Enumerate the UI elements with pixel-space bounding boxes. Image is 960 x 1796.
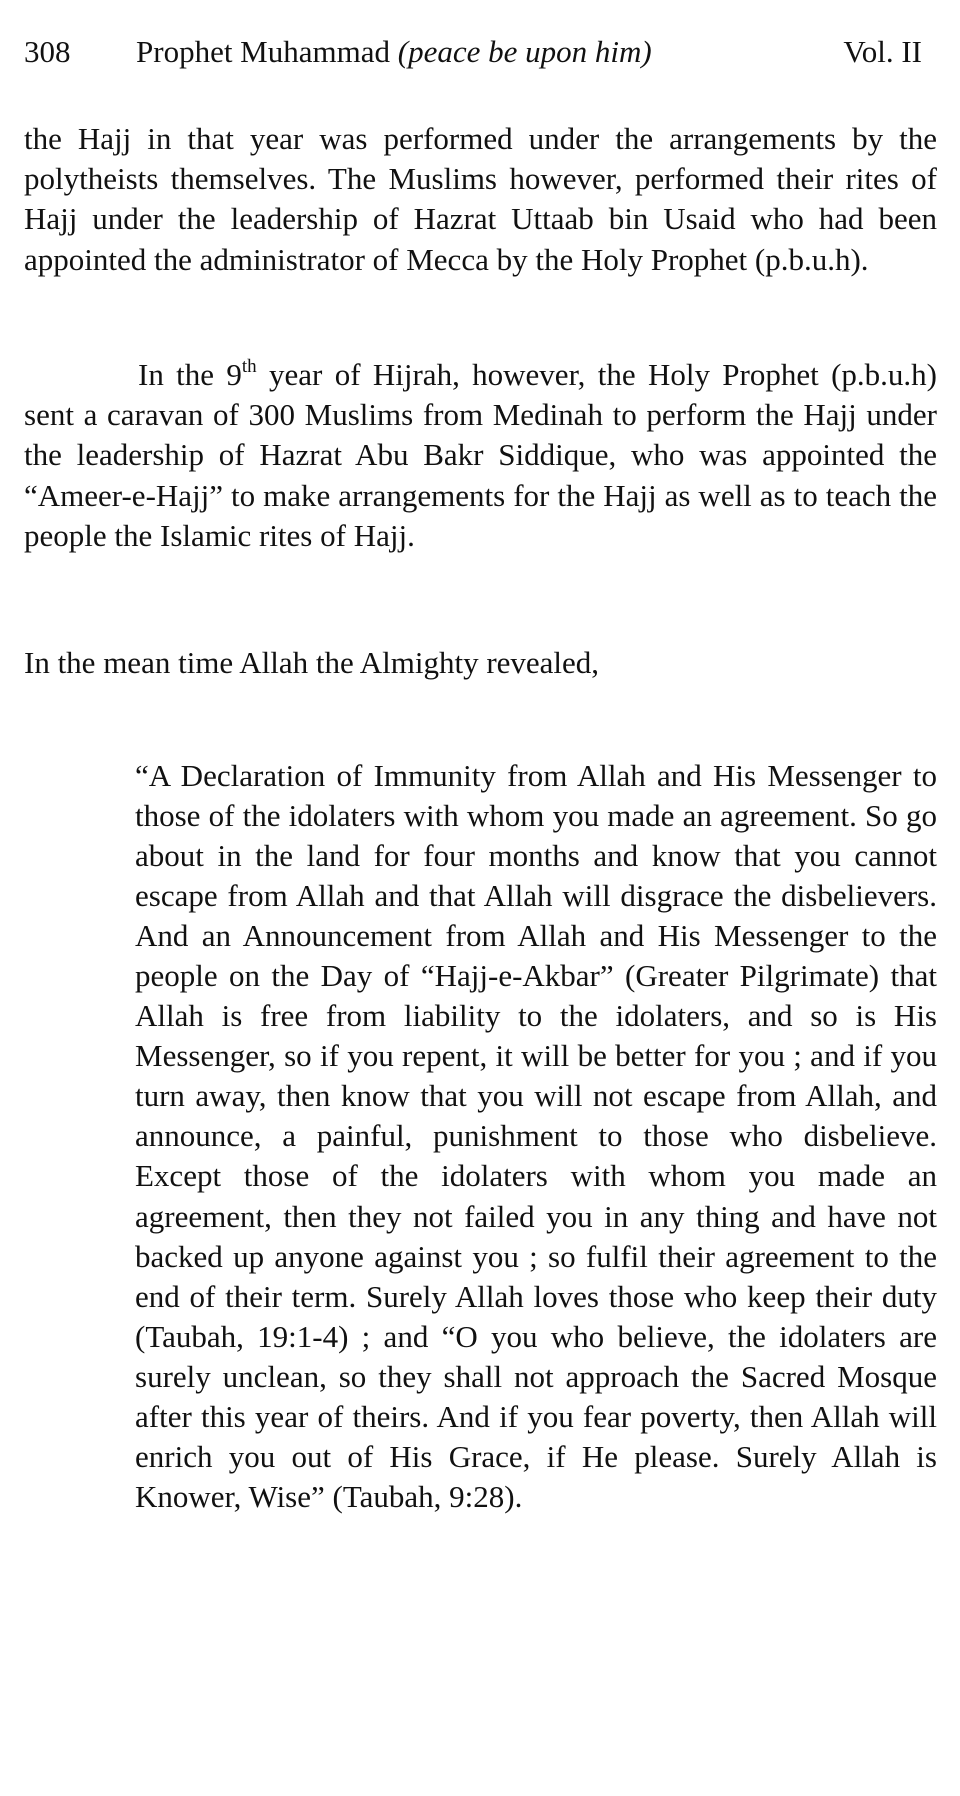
ordinal-superscript: th [241,355,257,377]
page-number: 308 [24,34,71,69]
paragraph-ninth-year [24,355,937,556]
paragraph-revelation-intro: In the mean time Allah the Almighty revealed, [24,645,600,680]
volume-label: Vol. II [843,34,922,69]
paragraph-ninth-year-rest: year of Hijrah, however, the Holy Prophet (p.b.u.h) sent a caravan of 300 Muslims from Medinah to perform the Hajj under the leadership of Hazrat Abu Bakr Siddique, who was appointed the “Ameer-e-Hajj” to make arrangements for the Hajj as well as to teach the people the Islamic rites of Hajj. [24,357,937,553]
running-header [24,30,936,74]
book-title-honorific: (peace be upon him) [397,34,652,69]
paragraph-ninth-year-start: In the 9 [138,357,242,392]
paragraph-hajj-polytheists: the Hajj in that year was performed under the arrangements by the polytheists themselves. The Muslims however, performed their rites of Hajj under the leadership of Hazrat Uttaab bin Usaid who had been appointed the administrator of Mecca by the Holy Prophet (p.b.u.h). [24,121,937,277]
book-title-text: Prophet Muhammad [136,34,398,69]
book-title [136,30,652,74]
quranic-quotation: “A Declaration of Immunity from Allah and His Messenger to those of the idolaters with whom you made an agreement. So go about in the land for four months and know that you cannot escape from Allah and that Allah will disgrace the disbelievers. And an Announcement from Allah and His Messenger to the people on the Day of “Hajj-e-Akbar” (Greater Pilgrimate) that Allah is free from liability to the idolaters, and so is His Messenger, so if you repent, it will be better for you ; and if you turn away, then know that you will not escape from Allah, and announce, a painful, punishment to those who disbelieve. Except those of the idolaters with whom you made an agreement, then they not failed you in any thing and have not backed up anyone against you ; so fulfil their agreement to the end of their term. Surely Allah loves those who keep their duty (Taubah, 19:1-4) ; and “O you who believe, the idolaters are surely unclean, so they shall not approach the Sacred Mosque after this year of theirs. And if you fear poverty, then Allah will enrich you out of His Grace, if He please. Surely Allah is Knower, Wise” (Taubah, 9:28). [135,758,937,1514]
